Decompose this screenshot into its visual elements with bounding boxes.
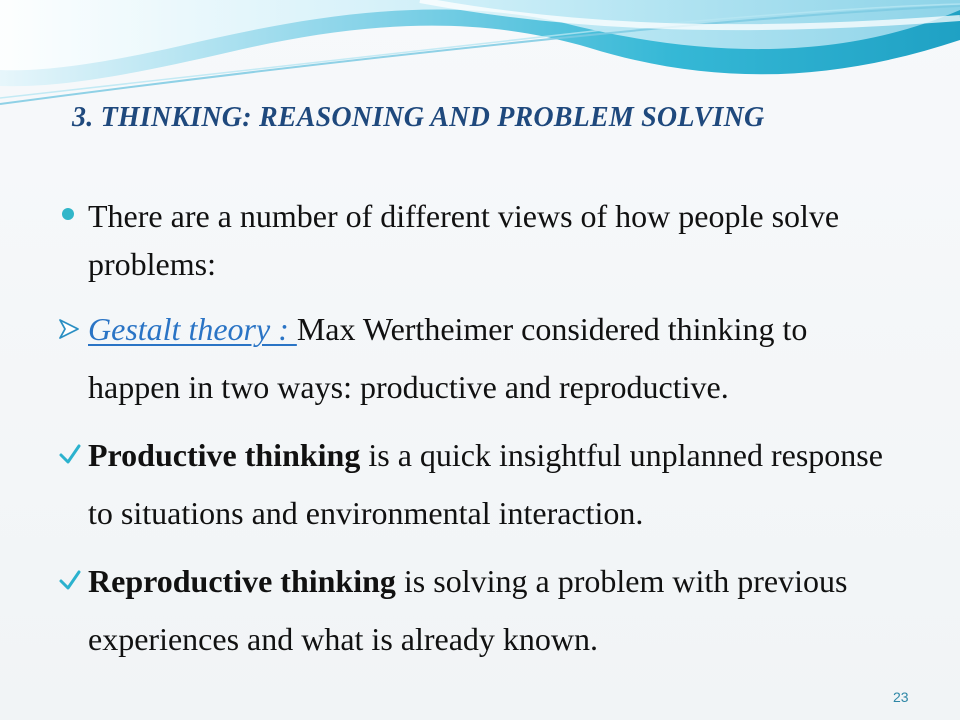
arrow-bullet-icon <box>58 318 80 340</box>
checkmark-icon <box>58 568 82 592</box>
checkmark-icon <box>58 442 82 466</box>
slide-title: 3. THINKING: REASONING AND PROBLEM SOLVING <box>72 102 765 133</box>
intro-paragraph <box>56 192 906 288</box>
slide-number: 23 <box>893 689 909 705</box>
gestalt-paragraph <box>56 300 906 416</box>
reproductive-thinking-text: is solving a problem with previous experiences and what is already known. <box>88 563 848 657</box>
gestalt-text: Max Wertheimer considered thinking to happen in two ways: productive and reproductive. <box>88 311 808 405</box>
reproductive-thinking-paragraph <box>56 552 906 668</box>
productive-thinking-paragraph <box>56 426 906 542</box>
productive-thinking-term: Productive thinking <box>88 437 361 473</box>
intro-text: There are a number of different views of how people solve problems: <box>88 198 840 282</box>
gestalt-theory-link[interactable]: Gestalt theory : <box>88 311 297 347</box>
reproductive-thinking-term: Reproductive thinking <box>88 563 396 599</box>
slide-body <box>56 192 906 678</box>
productive-thinking-text: is a quick insightful unplanned response to situations and environmental interaction. <box>88 437 883 531</box>
bullet-dot-icon <box>62 208 74 220</box>
